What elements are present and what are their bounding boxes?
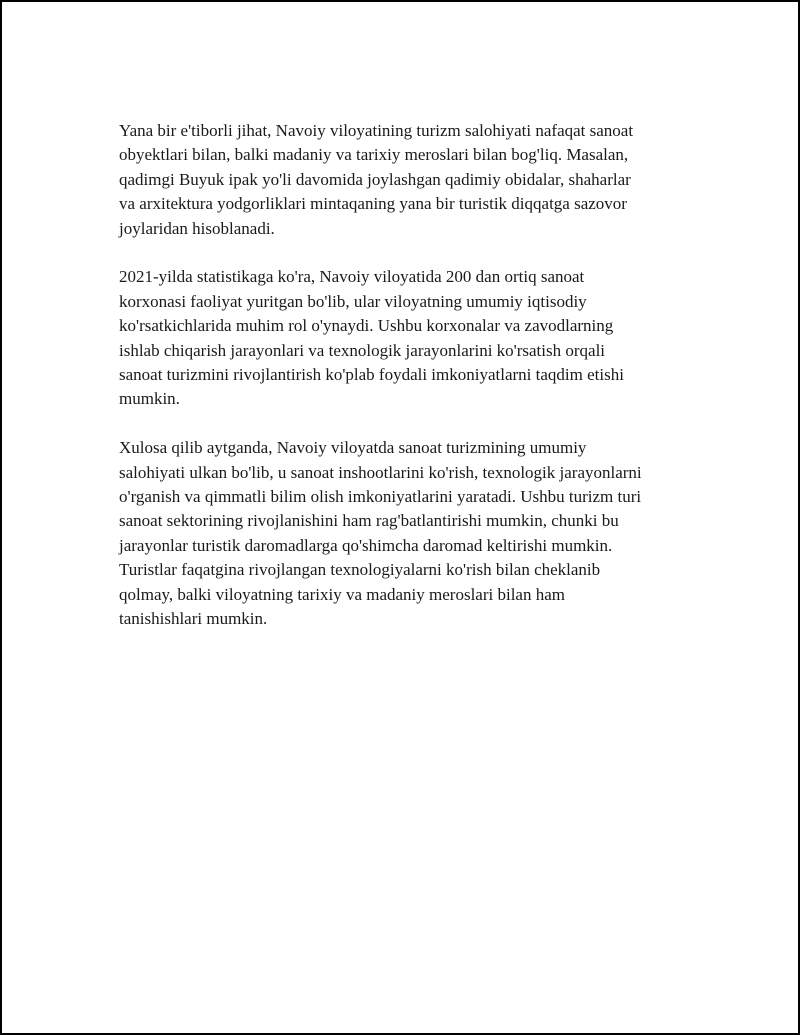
paragraph-line: Yana bir e'tiborli jihat, Navoiy viloyatining turizm salohiyati nafaqat sanoat [119,121,634,140]
paragraph-line: va arxitektura yodgorliklari mintaqaning yana bir turistik diqqatga sazovor [119,194,627,214]
paragraph-3 [119,436,699,631]
document-body [119,119,699,656]
paragraph-line: qolmay, balki viloyatning tarixiy va madaniy meroslari bilan ham [119,584,565,604]
paragraph-2 [119,265,699,411]
paragraph-line: joylaridan hisoblanadi. [119,218,275,238]
paragraph-line: korxonasi faoliyat yuritgan bo'lib, ular viloyatning umumiy iqtisodiy [119,291,587,311]
paragraph-line: sanoat turizmini rivojlantirish ko'plab foydali imkoniyatlarni taqdim etishi [119,365,624,385]
paragraph-line: mumkin. [119,389,180,409]
paragraph-line: ko'rsatkichlarida muhim rol o'ynaydi. Ushbu korxonalar va zavodlarning [119,316,614,336]
paragraph-line: o'rganish va qimmatli bilim olish imkoniyatlarini yaratadi. Ushbu turizm turi [119,487,642,507]
paragraph-line: obyektlari bilan, balki madaniy va tarixiy meroslari bilan bog'liq. Masalan, [119,145,629,165]
paragraph-line: tanishishlari mumkin. [119,609,268,629]
paragraph-line: 2021-yilda statistikaga ko'ra, Navoiy viloyatida 200 dan ortiq sanoat [119,267,585,287]
paragraph-line: qadimgi Buyuk ipak yo'li davomida joylashgan qadimiy obidalar, shaharlar [119,169,631,189]
paragraph-1 [119,119,699,241]
paragraph-line: salohiyati ulkan bo'lib, u sanoat inshootlarini ko'rish, texnologik jarayonlarni [119,462,642,482]
paragraph-line: jarayonlar turistik daromadlarga qo'shimcha daromad keltirishi mumkin. [119,535,613,555]
paragraph-line: Xulosa qilib aytganda, Navoiy viloyatda sanoat turizmining umumiy [119,438,587,458]
paragraph-line: Turistlar faqatgina rivojlangan texnologiyalarni ko'rish bilan cheklanib [119,560,601,580]
paragraph-line: ishlab chiqarish jarayonlari va texnologik jarayonlarini ko'rsatish orqali [119,340,606,360]
paragraph-line: sanoat sektorining rivojlanishini ham rag'batlantirishi mumkin, chunki bu [119,511,619,531]
